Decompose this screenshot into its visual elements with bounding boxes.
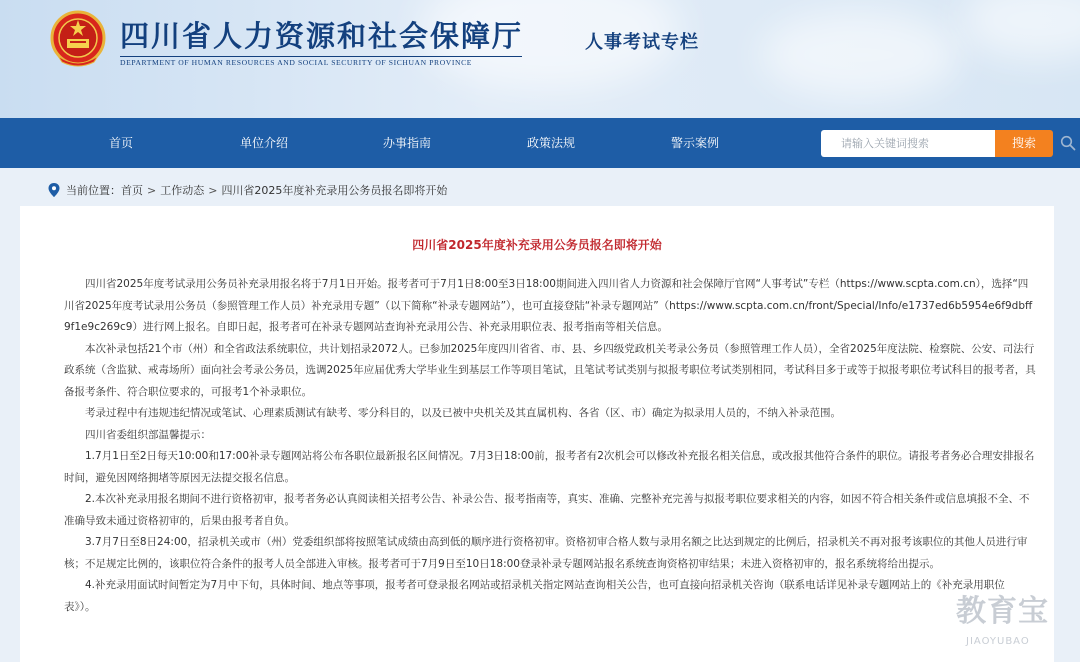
search-input[interactable] — [821, 130, 995, 157]
article-paragraph: 四川省委组织部温馨提示： — [85, 428, 211, 441]
breadcrumb — [48, 181, 447, 199]
breadcrumb-separator: > — [208, 183, 218, 197]
article-paragraph: 2.本次补充录用报名期间不进行资格初审，报考者务必认真阅读相关招考公告、补录公告、报考指南等，真实、准确、完整补充完善与拟报考职位要求相关的内容，如因不符合相关条件或信息填报不全、不准确导致未通过资格初审的，后果由报考者自负。 — [64, 493, 1030, 527]
watermark-text: 教育宝 — [956, 594, 1049, 629]
location-pin-icon — [48, 183, 60, 197]
article-paragraph: 1.7月1日至2日每天10:00和17:00补录专题网站将公布各职位最新报名区间情况。7月3日18:00前，报考者有2次机会可以修改补充报名相关信息，或改报其他符合条件的职位。请报考者务必合理安排报名时间，避免因网络拥堵等原因无法提交报名信息。 — [64, 450, 1035, 484]
breadcrumb-news-link[interactable]: 工作动态 — [160, 184, 205, 197]
search-icon[interactable] — [1060, 135, 1076, 151]
article-paragraph: 考录过程中有违规违纪情况或笔试、心理素质测试有缺考、零分科目的，以及已被中央机关及其直属机构、各省（区、市）确定为拟录用人员的，不纳入补录范围。 — [85, 407, 841, 419]
nav-item-guide[interactable]: 办事指南 — [382, 136, 431, 150]
nav-item-warning-cases[interactable]: 警示案例 — [670, 136, 719, 150]
breadcrumb-separator: > — [147, 183, 157, 197]
article-paragraph: 四川省2025年度考试录用公务员补充录用报名将于7月1日开始。报考者可于7月1日8:00至3日18:00期间进入四川省人力资源和社会保障厅官网“人事考试”专栏（https://www.scpta.com.cn），选择“四川省2025年度考试录用公务员（参照管理工作人员）补充录用专题”（以下简称“补录专题网站”），也可直接登陆“补录专题网站”（https://www.scpta.com.cn/front/Special/Info/e1737ed6b5954e6f9dbff9f1e9c269c9）进行网上报名。自即日起，报考者可在补录专题网站查询补充录用公告、补充录用职位表、报考指南等相关信息。 — [64, 278, 1033, 333]
breadcrumb-home-link[interactable]: 首页 — [121, 184, 143, 197]
watermark-logo — [930, 586, 1080, 662]
article-title: 四川省2025年度补充录用公务员报名即将开始 — [412, 238, 662, 252]
nav-item-about[interactable]: 单位介绍 — [239, 136, 288, 150]
column-name: 人事考试专栏 — [585, 32, 699, 53]
article-paragraph: 本次补录包括21个市（州）和全省政法系统职位，共计划招录2072人。已参加2025年度四川省省、市、县、乡四级党政机关考录公务员（参照管理工作人员），全省2025年度法院、检察院、公安、司法行政系统（含监狱、戒毒场所）面向社会考录公务员，选调2025年应届优秀大学毕业生到基层工作等项目笔试，且笔试考试类别与拟报考职位考试类别相同，考试科目多于或等于拟报考职位考试科目的报考者，具备报考条件、符合职位要求的，可报考1个补录职位。 — [64, 342, 1036, 398]
site-subtitle: DEPARTMENT OF HUMAN RESOURCES AND SOCIAL SECURITY OF SICHUAN PROVINCE — [120, 58, 472, 67]
search-button[interactable]: 搜索 — [995, 130, 1053, 157]
nav-item-policy[interactable]: 政策法规 — [526, 136, 575, 150]
article-panel — [20, 206, 1054, 662]
article-body — [64, 274, 1036, 618]
article-paragraph: 3.7月7日至8日24:00，招录机关或市（州）党委组织部将按照笔试成绩由高到低的顺序进行资格初审。资格初审合格人数与录用名额之比达到规定的比例后，招录机关不再对报考该职位的其他人员进行审核；不足规定比例的，该职位符合条件的报考人员全部进入审核。报考者可于7月9日至10日18:00登录补录专题网站报名系统查询资格初审结果；未进入资格初审的，报名系统将给出提示。 — [64, 536, 1028, 570]
site-title: 四川省人力资源和社会保障厅 — [120, 19, 524, 53]
breadcrumb-current: 四川省2025年度补充录用公务员报名即将开始 — [221, 184, 448, 197]
main-nav — [0, 118, 1080, 168]
site-header — [0, 0, 1080, 118]
nav-item-home[interactable]: 首页 — [108, 136, 133, 150]
national-emblem-icon — [50, 10, 106, 68]
title-underline — [120, 56, 522, 57]
breadcrumb-prefix: 当前位置： — [66, 184, 121, 197]
article-paragraph: 4.补充录用面试时间暂定为7月中下旬，具体时间、地点等事项，报考者可登录报名网站或招录机关指定网站查询相关公告，也可直接向招录机关咨询（联系电话详见补录专题网站上的《补充录用职位表》）。 — [64, 579, 1005, 613]
watermark-subtext: JIAOYUBAO — [966, 636, 1030, 647]
